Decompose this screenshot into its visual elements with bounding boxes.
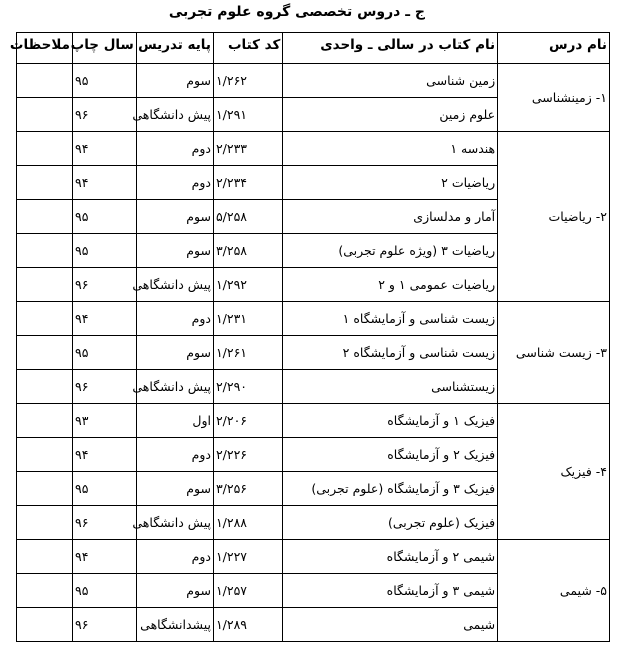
print-year: ۹۵: [73, 200, 137, 234]
grade-level: اول: [136, 404, 213, 438]
notes: [17, 540, 73, 574]
book-code: ۱/۲۶۱: [213, 336, 282, 370]
book-code: ۱/۲۶۲: [213, 64, 282, 98]
book-code: ۱/۲۸۹: [213, 608, 282, 642]
book-name: ریاضیات ۳ (ویژه علوم تجربی): [283, 234, 498, 268]
book-code: ۳/۲۵۶: [213, 472, 282, 506]
book-name: زیست شناسی و آزمایشگاه ۱: [283, 302, 498, 336]
subject-name: ۱- زمینشناسی: [498, 64, 610, 132]
table-row: [17, 302, 610, 336]
header-subject: نام درس: [498, 33, 610, 64]
notes: [17, 64, 73, 98]
book-name: آمار و مدلسازی: [283, 200, 498, 234]
book-code: ۱/۲۲۷: [213, 540, 282, 574]
book-name: ریاضیات عمومی ۱ و ۲: [283, 268, 498, 302]
book-name: شیمی ۳ و آزمایشگاه: [283, 574, 498, 608]
courses-table: [9, 32, 610, 642]
grade-level: دوم: [136, 132, 213, 166]
table-row: [17, 404, 610, 438]
print-year: ۹۶: [73, 98, 137, 132]
print-year: ۹۳: [73, 404, 137, 438]
notes: [17, 200, 73, 234]
header-print-year: سال چاپ: [73, 33, 137, 64]
book-code: ۲/۲۳۳: [213, 132, 282, 166]
grade-level: سوم: [136, 234, 213, 268]
grade-level: سوم: [136, 200, 213, 234]
table-body: [17, 64, 610, 642]
print-year: ۹۵: [73, 574, 137, 608]
book-name: شیمی: [283, 608, 498, 642]
header-row: [17, 33, 610, 64]
table-row: [17, 540, 610, 574]
book-code: ۲/۲۰۶: [213, 404, 282, 438]
book-name: فیزیک (علوم تجربی): [283, 506, 498, 540]
grade-level: پیش دانشگاهی: [136, 268, 213, 302]
grade-level: دوم: [136, 302, 213, 336]
notes: [17, 166, 73, 200]
notes: [17, 370, 73, 404]
print-year: ۹۴: [73, 438, 137, 472]
notes: [17, 506, 73, 540]
section-heading: ج ـ دروس تخصصی گروه علوم تجربی: [168, 4, 425, 20]
book-code: ۱/۲۹۱: [213, 98, 282, 132]
book-name: زیست شناسی و آزمایشگاه ۲: [283, 336, 498, 370]
notes: [17, 302, 73, 336]
book-name: زیستشناسی: [283, 370, 498, 404]
book-code: ۵/۲۵۸: [213, 200, 282, 234]
book-code: ۳/۲۵۸: [213, 234, 282, 268]
grade-level: پیش دانشگاهی: [136, 98, 213, 132]
subject-name: ۵- شیمی: [498, 540, 610, 642]
grade-level: سوم: [136, 64, 213, 98]
book-code: ۲/۲۹۰: [213, 370, 282, 404]
book-name: فیزیک ۱ و آزمایشگاه: [283, 404, 498, 438]
book-name: هندسه ۱: [283, 132, 498, 166]
print-year: ۹۶: [73, 608, 137, 642]
header-notes: ملاحظات: [17, 33, 73, 64]
book-name: فیزیک ۳ و آزمایشگاه (علوم تجربی): [283, 472, 498, 506]
book-code: ۱/۲۹۲: [213, 268, 282, 302]
print-year: ۹۴: [73, 166, 137, 200]
notes: [17, 404, 73, 438]
book-name: فیزیک ۲ و آزمایشگاه: [283, 438, 498, 472]
grade-level: دوم: [136, 166, 213, 200]
book-code: ۱/۲۳۱: [213, 302, 282, 336]
notes: [17, 574, 73, 608]
book-name: زمین شناسی: [283, 64, 498, 98]
print-year: ۹۶: [73, 506, 137, 540]
print-year: ۹۵: [73, 64, 137, 98]
print-year: ۹۴: [73, 302, 137, 336]
notes: [17, 132, 73, 166]
grade-level: سوم: [136, 574, 213, 608]
book-code: ۲/۲۲۶: [213, 438, 282, 472]
table-row: [17, 132, 610, 166]
print-year: ۹۶: [73, 268, 137, 302]
print-year: ۹۴: [73, 132, 137, 166]
notes: [17, 268, 73, 302]
subject-name: ۳- زیست شناسی: [498, 302, 610, 404]
notes: [17, 608, 73, 642]
grade-level: دوم: [136, 540, 213, 574]
grade-level: دوم: [136, 438, 213, 472]
book-code: ۱/۲۸۸: [213, 506, 282, 540]
book-code: ۱/۲۵۷: [213, 574, 282, 608]
print-year: ۹۴: [73, 540, 137, 574]
notes: [17, 472, 73, 506]
notes: [17, 98, 73, 132]
print-year: ۹۵: [73, 336, 137, 370]
subject-name: ۲- ریاضیات: [498, 132, 610, 302]
print-year: ۹۶: [73, 370, 137, 404]
grade-level: پیشدانشگاهی: [136, 608, 213, 642]
subject-name: ۴- فیزیک: [498, 404, 610, 540]
book-name: ریاضیات ۲: [283, 166, 498, 200]
notes: [17, 438, 73, 472]
grade-level: سوم: [136, 472, 213, 506]
header-grade: پایه تدریس: [136, 33, 213, 64]
table-row: [17, 64, 610, 98]
header-book-code: کد کتاب: [213, 33, 282, 64]
print-year: ۹۵: [73, 472, 137, 506]
book-name: شیمی ۲ و آزمایشگاه: [283, 540, 498, 574]
grade-level: سوم: [136, 336, 213, 370]
grade-level: پیش دانشگاهی: [136, 506, 213, 540]
grade-level: پیش دانشگاهی: [136, 370, 213, 404]
print-year: ۹۵: [73, 234, 137, 268]
notes: [17, 234, 73, 268]
notes: [17, 336, 73, 370]
book-name: علوم زمین: [283, 98, 498, 132]
book-code: ۲/۲۳۴: [213, 166, 282, 200]
header-book-name: نام کتاب در سالی ـ واحدی: [283, 33, 498, 64]
